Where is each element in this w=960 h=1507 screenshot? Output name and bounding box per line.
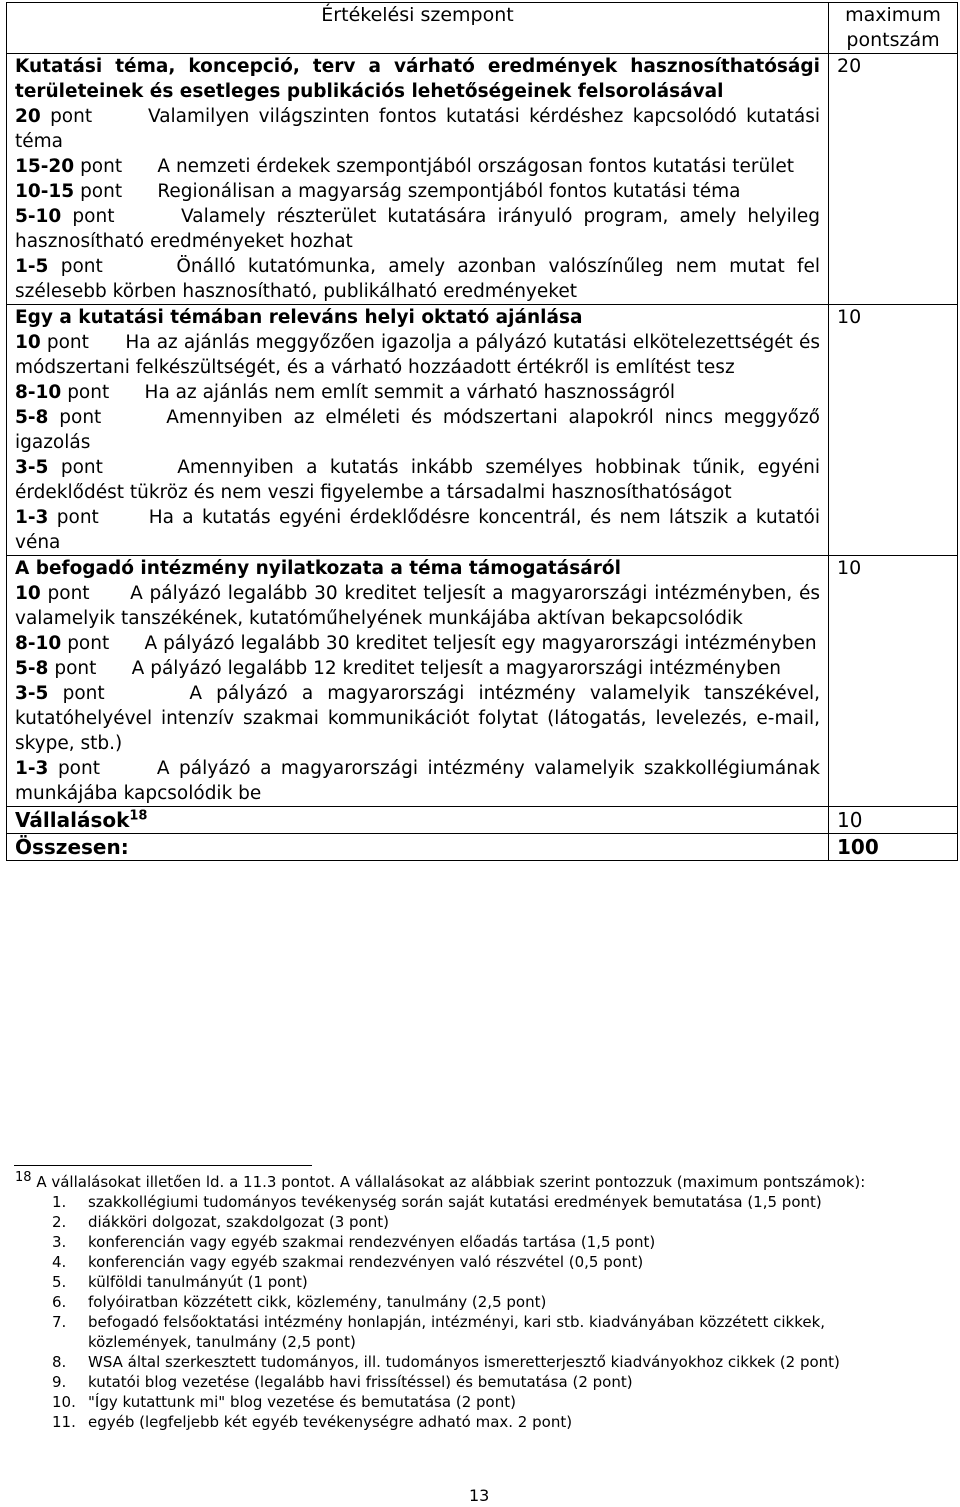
criteria-body (7, 54, 958, 807)
score-unit: pont (47, 583, 90, 604)
footnote-intro-text: A vállalásokat illetően ld. a 11.3 pontot. A vállalásokat az alábbiak szerint pontozzuk (maximum pontszámok): (36, 1173, 866, 1191)
footnote-item-number: 3. (52, 1233, 67, 1251)
score-description: A pályázó a magyarországi intézmény valamelyik tanszékével, kutatóhelyével intenzív szakmai kommunikációt folytat (látogatás, levelezés, e-mail, skype, stb.) (15, 683, 820, 754)
score-level (15, 631, 820, 656)
criterion-cell (7, 305, 829, 556)
score-unit: pont (57, 758, 100, 779)
score-description: A pályázó legalább 12 kreditet teljesít a magyarországi intézményben (131, 658, 781, 679)
score-range: 1-3 (15, 758, 49, 779)
score-description: Amennyiben az elméleti és módszertani alapokról nincs meggyőző igazolás (15, 407, 820, 453)
criterion-title: A befogadó intézmény nyilatkozata a téma támogatásáról (15, 558, 621, 579)
criterion-max-points: 20 (829, 54, 958, 305)
commitments-points: 10 (829, 807, 958, 834)
score-level (15, 330, 820, 380)
total-label: Összesen: (7, 834, 829, 861)
evaluation-table (6, 2, 958, 861)
footnote-intro (15, 1172, 915, 1192)
commitments-row (7, 807, 958, 834)
score-level (15, 656, 820, 681)
score-level (15, 455, 820, 505)
footnote-item-text: WSA által szerkesztett tudományos, ill. tudományos ismeretterjesztő kiadványokhoz cikkek (2 pont) (88, 1353, 840, 1371)
score-description: Valamilyen világszinten fontos kutatási kérdéshez kapcsolódó kutatási téma (15, 106, 820, 152)
criterion-title: Kutatási téma, koncepció, terv a várható eredmények hasznosíthatósági területeinek és esetleges publikációs lehetőségeinek felsorolásával (15, 56, 820, 102)
footnote-item (15, 1192, 915, 1212)
score-level (15, 154, 820, 179)
footnote-item-number: 11. (52, 1413, 76, 1431)
footnote-item-text: szakkollégiumi tudományos tevékenység során saját kutatási eredmények bemutatása (1,5 pont) (88, 1193, 822, 1211)
score-unit: pont (54, 658, 97, 679)
score-level (15, 405, 820, 455)
score-unit: pont (59, 407, 102, 428)
score-range: 15-20 (15, 156, 75, 177)
score-unit: pont (56, 507, 99, 528)
footnote-item (15, 1412, 915, 1432)
score-description: Ha az ajánlás meggyőzően igazolja a pályázó kutatási elkötelezettségét és módszertani felkészültségét, és a várható hozzáadott értékről is említést tesz (15, 332, 820, 378)
footnote-item-text: diákköri dolgozat, szakdolgozat (3 pont) (88, 1213, 389, 1231)
footnote-item (15, 1272, 915, 1292)
criterion-row (7, 556, 958, 807)
footnote-item (15, 1232, 915, 1252)
score-level (15, 380, 820, 405)
score-level (15, 581, 820, 631)
criterion-cell (7, 54, 829, 305)
score-level (15, 204, 820, 254)
footnote-item (15, 1392, 915, 1412)
score-description: Valamely részterület kutatására irányuló program, amely helyileg hasznosítható eredményeket hozhat (15, 206, 820, 252)
commitments-cell (7, 807, 829, 834)
score-range: 3-5 (15, 457, 49, 478)
footnote-list (15, 1192, 915, 1432)
score-description: Amennyiben a kutatás inkább személyes hobbinak tűnik, egyéni érdeklődést tükröz és nem veszi figyelembe a társadalmi hasznosíthatóságot (15, 457, 820, 503)
score-unit: pont (72, 206, 115, 227)
score-description: A pályázó a magyarországi intézmény valamelyik szakkollégiumának munkájába kapcsolódik be (15, 758, 820, 804)
score-description: A pályázó legalább 30 kreditet teljesít egy magyarországi intézményben (144, 633, 817, 654)
footnote-divider (14, 1165, 312, 1166)
footnote-item-number: 8. (52, 1353, 67, 1371)
score-level (15, 104, 820, 154)
score-unit: pont (80, 156, 123, 177)
score-level (15, 756, 820, 806)
score-range: 20 (15, 106, 41, 127)
footnote-item (15, 1212, 915, 1232)
score-description: Ha az ajánlás nem említ semmit a várható hasznosságról (144, 382, 676, 403)
score-range: 10 (15, 332, 41, 353)
footnote-item-number: 2. (52, 1213, 67, 1231)
score-range: 5-8 (15, 658, 49, 679)
footnote-item-number: 5. (52, 1273, 67, 1291)
footnote-item-text: egyéb (legfeljebb két egyéb tevékenységre adható max. 2 pont) (88, 1413, 573, 1431)
footnote-item-number: 4. (52, 1253, 67, 1271)
footnote-item (15, 1372, 915, 1392)
total-row (7, 834, 958, 861)
header-criterion: Értékelési szempont (7, 3, 829, 54)
score-description: Ha a kutatás egyéni érdeklődésre koncentrál, és nem látszik a kutatói véna (15, 507, 820, 553)
commitments-label: Vállalások (15, 808, 130, 832)
score-unit: pont (46, 332, 89, 353)
score-range: 8-10 (15, 382, 62, 403)
score-range: 10-15 (15, 181, 75, 202)
total-points: 100 (829, 834, 958, 861)
criterion-title: Egy a kutatási témában releváns helyi oktató ajánlása (15, 307, 583, 328)
footnote-item (15, 1292, 915, 1312)
criterion-max-points: 10 (829, 305, 958, 556)
score-level (15, 179, 820, 204)
footnote-item-text: befogadó felsőoktatási intézmény honlapján, intézményi, kari stb. kiadványában közzétett cikkek, közlemények, tanulmány (2,5 pont) (88, 1313, 826, 1351)
footnote-marker: 18 (15, 1170, 32, 1185)
score-unit: pont (60, 256, 103, 277)
footnote-item-text: "Így kutattunk mi" blog vezetése és bemutatása (2 pont) (88, 1393, 516, 1411)
score-description: Önálló kutatómunka, amely azonban valószínűleg nem mutat fel szélesebb körben hasznosítható, publikálható eredményeket (15, 256, 820, 302)
score-range: 5-8 (15, 407, 49, 428)
footnote-item-text: folyóiratban közzétett cikk, közlemény, tanulmány (2,5 pont) (88, 1293, 547, 1311)
score-range: 3-5 (15, 683, 49, 704)
table-header-row (7, 3, 958, 54)
footnote (15, 1172, 915, 1432)
score-unit: pont (80, 181, 123, 202)
footnote-item-number: 1. (52, 1193, 67, 1211)
footnote-item-number: 6. (52, 1293, 67, 1311)
footnote-item (15, 1352, 915, 1372)
header-max-points: maximum pontszám (829, 3, 958, 54)
score-description: A pályázó legalább 30 kreditet teljesít a magyarországi intézményben, és valamelyik tanszékének, kutatóműhelyének munkájába aktívan bekapcsolódik (15, 583, 820, 629)
footnote-item-number: 9. (52, 1373, 67, 1391)
footnote-item (15, 1312, 915, 1352)
score-range: 1-3 (15, 507, 49, 528)
score-unit: pont (67, 633, 110, 654)
score-unit: pont (60, 457, 103, 478)
page-number: 13 (469, 1486, 490, 1505)
criterion-max-points: 10 (829, 556, 958, 807)
footnote-ref: 18 (129, 808, 148, 824)
footnote-item-text: konferencián vagy egyéb szakmai rendezvényen való részvétel (0,5 pont) (88, 1253, 644, 1271)
footnote-item-number: 10. (52, 1393, 76, 1411)
score-description: Regionálisan a magyarság szempontjából fontos kutatási téma (157, 181, 741, 202)
score-level (15, 681, 820, 756)
score-unit: pont (67, 382, 110, 403)
footnote-item-text: konferencián vagy egyéb szakmai rendezvényen előadás tartása (1,5 pont) (88, 1233, 656, 1251)
footnote-item (15, 1252, 915, 1272)
score-unit: pont (50, 106, 93, 127)
score-level (15, 254, 820, 304)
footnote-item-text: külföldi tanulmányút (1 pont) (88, 1273, 308, 1291)
criterion-row (7, 54, 958, 305)
footnote-item-text: kutatói blog vezetése (legalább havi frissítéssel) és bemutatása (2 pont) (88, 1373, 633, 1391)
score-unit: pont (62, 683, 105, 704)
score-range: 1-5 (15, 256, 49, 277)
footnote-item-number: 7. (52, 1313, 67, 1331)
criterion-cell (7, 556, 829, 807)
score-range: 5-10 (15, 206, 62, 227)
score-range: 8-10 (15, 633, 62, 654)
score-level (15, 505, 820, 555)
criterion-row (7, 305, 958, 556)
score-range: 10 (15, 583, 41, 604)
score-description: A nemzeti érdekek szempontjából országosan fontos kutatási terület (157, 156, 794, 177)
